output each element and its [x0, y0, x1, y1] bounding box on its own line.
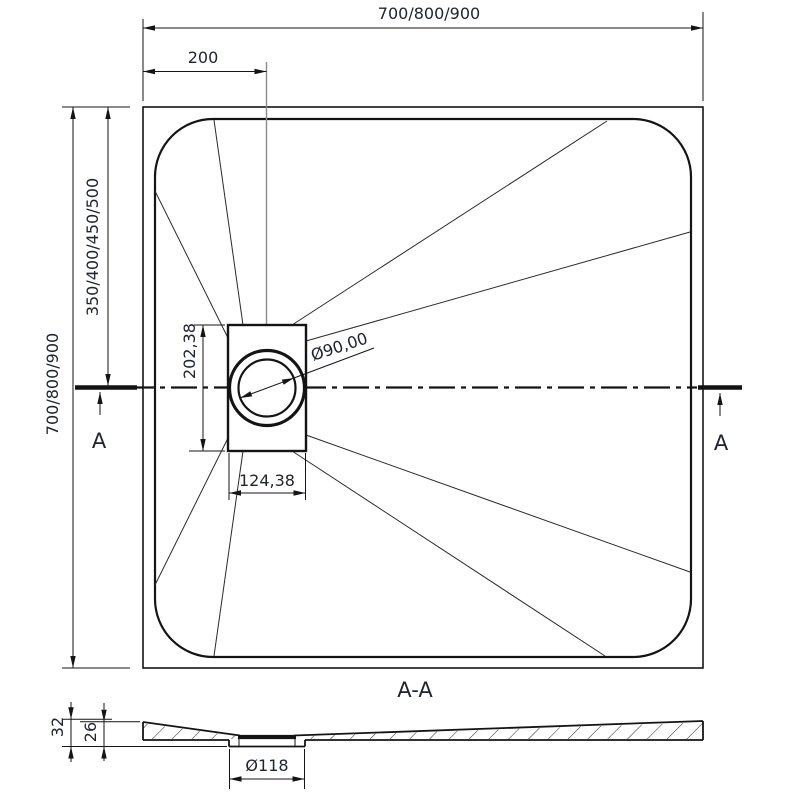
- section-hatch-left: [143, 724, 240, 740]
- section-letter-left: A: [91, 429, 107, 453]
- dim-box-width-text: 124,38: [239, 471, 295, 490]
- dim-drain-offset: [143, 48, 267, 72]
- section-hatch-right: [294, 723, 703, 740]
- section-letter-right: A: [713, 431, 729, 455]
- plan-view: [43, 4, 742, 668]
- dim-top-width-text: 700/800/900: [377, 4, 481, 23]
- dim-left-half-height-text: 350/400/450/500: [83, 177, 102, 317]
- dim-top-width: [143, 4, 703, 101]
- dim-section-total-height-text: 32: [48, 716, 67, 738]
- dim-section-inner-height: [80, 703, 140, 761]
- dim-box-height-text: 202,38: [180, 323, 199, 379]
- section-view: [48, 678, 703, 789]
- dim-section-hole: [230, 749, 305, 789]
- dim-drain-offset-text: 200: [187, 48, 219, 67]
- dim-left-height-text: 700/800/900: [43, 332, 62, 436]
- section-cut-marker-left: [75, 388, 137, 454]
- dim-section-hole-text: Ø118: [245, 756, 289, 775]
- dim-drain-diameter-text: Ø90,00: [308, 328, 370, 365]
- dim-left-half-height: [83, 107, 108, 386]
- section-title: A-A: [397, 678, 433, 702]
- dim-box-width: [229, 453, 306, 500]
- dim-section-inner-height-text: 26: [81, 721, 100, 743]
- section-cut-marker-right: [698, 388, 742, 456]
